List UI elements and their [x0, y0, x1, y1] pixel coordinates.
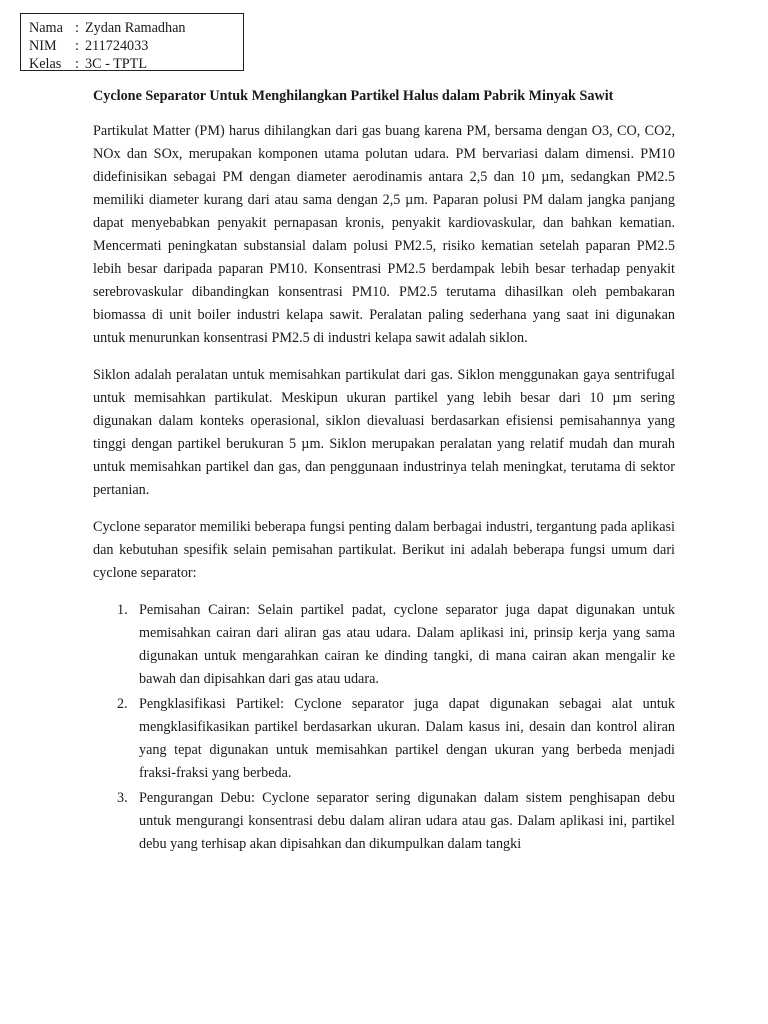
identity-separator: : [75, 56, 79, 72]
identity-value: 211724033 [85, 38, 149, 54]
function-list [93, 599, 675, 856]
list-number: 3. [117, 790, 128, 806]
identity-value: 3C - TPTL [85, 56, 148, 72]
paragraph: Partikulat Matter (PM) harus dihilangkan dari gas buang karena PM, bersama dengan O3, CO, CO2, NOx dan SOx, merupakan komponen utama polutan udara. PM bervariasi dalam dimensi. PM10 didefinisikan sebagai PM dengan diameter aerodinamis antara 2,5 dan 10 µm, sedangkan PM2.5 memiliki diameter kurang dari atau sama dengan 2,5 µm. Paparan polusi PM dalam jangka panjang dapat menyebabkan penyakit pernapasan kronis, penyakit kardiovaskular, dan bahkan kematian. Mencermati peningkatan substansial dalam polusi PM2.5, risiko kematian setelah paparan PM2.5 lebih besar daripada paparan PM10. Konsentrasi PM2.5 berdampak lebih besar terhadap penyakit serebrovaskular dibandingkan konsentrasi PM10. PM2.5 terutama dihasilkan oleh pembakaran biomassa di unit boiler industri kelapa sawit. Peralatan paling sederhana yang saat ini digunakan untuk menurunkan konsentrasi PM2.5 di industri kelapa sawit adalah siklon. [93, 123, 675, 346]
identity-label: Nama [29, 20, 63, 36]
identity-row-class [29, 55, 243, 73]
list-item [93, 599, 675, 691]
list-item-text: Pengurangan Debu: Cyclone separator sering digunakan dalam sistem penghisapan debu untuk mengurangi konsentrasi debu dalam aliran udara atau gas. Dalam aplikasi ini, partikel debu yang terhisap akan dipisahkan dan dikumpulkan dalam tangki [139, 790, 675, 852]
identity-label: NIM [29, 38, 57, 54]
document-title: Cyclone Separator Untuk Menghilangkan Partikel Halus dalam Pabrik Minyak Sawit [93, 88, 614, 104]
paragraph: Cyclone separator memiliki beberapa fungsi penting dalam berbagai industri, tergantung pada aplikasi dan kebutuhan spesifik selain pemisahan partikulat. Berikut ini adalah beberapa fungsi umum dari cyclone separator: [93, 519, 675, 581]
list-item [93, 787, 675, 856]
document-body [93, 120, 675, 858]
list-item-text: Pemisahan Cairan: Selain partikel padat, cyclone separator juga dapat digunakan untuk memisahkan cairan dari aliran gas atau udara. Dalam aplikasi ini, prinsip kerja yang sama digunakan untuk mengarahkan cairan ke dinding tangki, di mana cairan akan mengalir ke bawah dan dipisahkan dari gas atau udara. [139, 602, 675, 687]
identity-row-name [29, 19, 243, 37]
identity-value: Zydan Ramadhan [85, 20, 186, 36]
list-number: 1. [117, 602, 128, 618]
identity-separator: : [75, 38, 79, 54]
identity-label: Kelas [29, 56, 62, 72]
list-number: 2. [117, 696, 128, 712]
paragraph: Siklon adalah peralatan untuk memisahkan partikulat dari gas. Siklon menggunakan gaya sentrifugal untuk memisahkan partikulat. Meskipun ukuran partikel yang lebih besar dari 10 µm sering digunakan dalam konteks operasional, siklon dievaluasi berdasarkan efisiensi pemisahannya yang tinggi dengan partikel berukuran 5 µm. Siklon merupakan peralatan yang relatif mudah dan murah untuk memisahkan partikel dan gas, dan penggunaan industrinya telah meningkat, terutama di sektor pertanian. [93, 367, 675, 498]
student-identity-box [20, 13, 244, 71]
identity-row-nim [29, 37, 243, 55]
list-item-text: Pengklasifikasi Partikel: Cyclone separator juga dapat digunakan sebagai alat untuk mengklasifikasikan partikel berdasarkan ukuran. Dalam kasus ini, desain dan kontrol aliran yang tepat digunakan untuk memisahkan partikel dengan ukuran yang berbeda menjadi fraksi-fraksi yang berbeda. [139, 696, 675, 781]
list-item [93, 693, 675, 785]
identity-separator: : [75, 20, 79, 36]
